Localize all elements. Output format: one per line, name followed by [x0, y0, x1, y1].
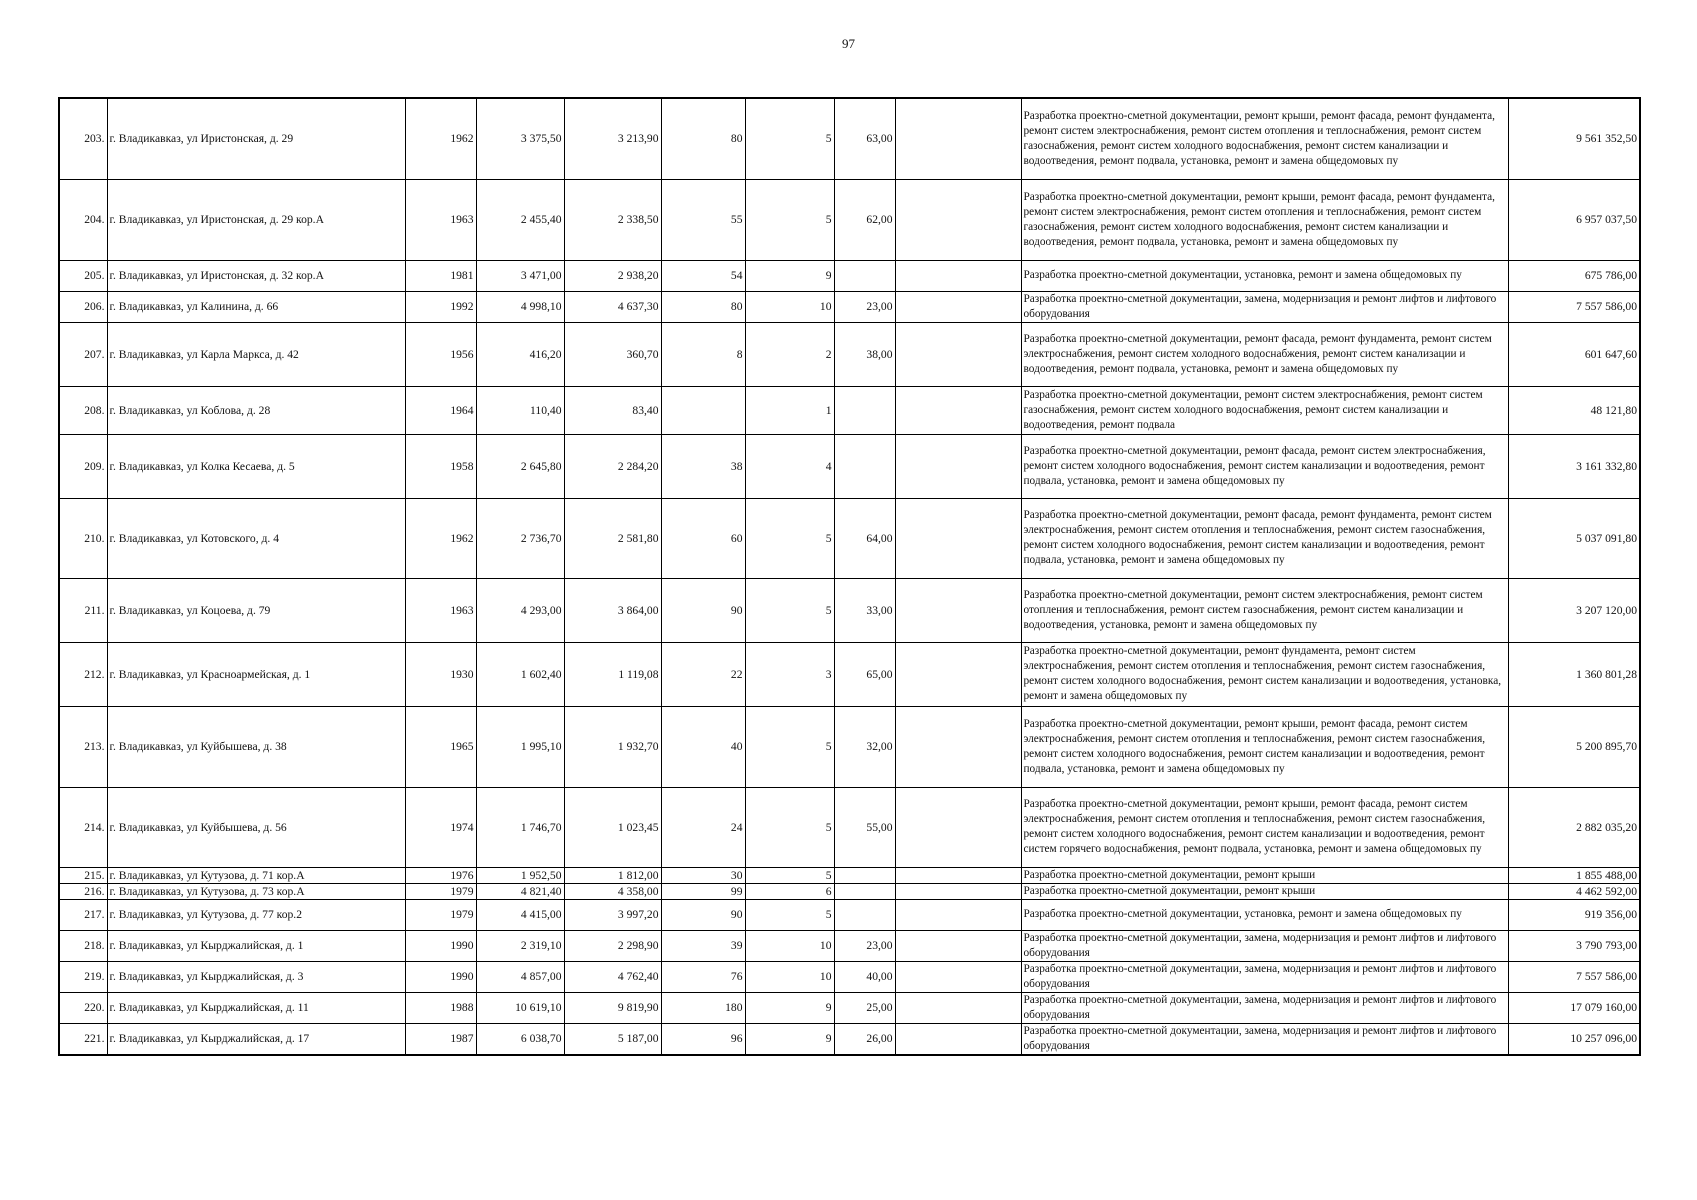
table-row [59, 883, 1640, 899]
repair-program-table [58, 97, 1641, 1056]
row-area-total: 1 995,10 [476, 706, 564, 787]
row-floors: 9 [745, 260, 834, 291]
row-residents [661, 386, 745, 434]
row-area-living: 5 187,00 [564, 1023, 661, 1055]
row-year: 1930 [405, 642, 476, 706]
row-area-total: 2 319,10 [476, 930, 564, 961]
row-cost: 1 855 488,00 [1508, 867, 1640, 883]
row-floors: 1 [745, 386, 834, 434]
row-address: г. Владикавказ, ул Куйбышева, д. 56 [107, 787, 405, 867]
row-cost: 17 079 160,00 [1508, 992, 1640, 1023]
row-number: 219. [59, 961, 107, 992]
row-empty-col [895, 883, 1021, 899]
row-number: 215. [59, 867, 107, 883]
row-cost: 9 561 352,50 [1508, 98, 1640, 179]
row-works: Разработка проектно-сметной документации, ремонт фундамента, ремонт систем электроснабжения, ремонт систем отопления и теплоснабжения, ремонт систем газоснабжения, ремонт систем холодного водоснабжения, ремонт систем канализации и водоотведения, установка, ремонт и замена общедомовых пу [1021, 642, 1508, 706]
row-cost: 6 957 037,50 [1508, 179, 1640, 260]
row-empty-col [895, 578, 1021, 642]
row-residents: 39 [661, 930, 745, 961]
row-empty-col [895, 434, 1021, 498]
row-year: 1990 [405, 930, 476, 961]
row-works: Разработка проектно-сметной документации, ремонт фасада, ремонт систем электроснабжения, ремонт систем холодного водоснабжения, ремонт систем канализации и водоотведения, ремонт подвала, установка, ремонт и замена общедомовых пу [1021, 434, 1508, 498]
row-number: 207. [59, 322, 107, 386]
row-empty-col [895, 992, 1021, 1023]
row-address: г. Владикавказ, ул Иристонская, д. 29 [107, 98, 405, 179]
row-cost: 4 462 592,00 [1508, 883, 1640, 899]
row-year: 1962 [405, 498, 476, 578]
row-number: 205. [59, 260, 107, 291]
row-area-total: 416,20 [476, 322, 564, 386]
row-works: Разработка проектно-сметной документации, ремонт фасада, ремонт фундамента, ремонт систем электроснабжения, ремонт систем холодного водоснабжения, ремонт систем канализации и водоотведения, ремонт подвала, установка, ремонт и замена общедомовых пу [1021, 322, 1508, 386]
row-empty-col [895, 930, 1021, 961]
row-residents: 38 [661, 434, 745, 498]
row-address: г. Владикавказ, ул Иристонская, д. 32 кор.А [107, 260, 405, 291]
row-residents: 54 [661, 260, 745, 291]
row-number: 217. [59, 899, 107, 930]
row-year: 1987 [405, 1023, 476, 1055]
table-body [59, 98, 1640, 1055]
row-area-living: 2 338,50 [564, 179, 661, 260]
row-number: 213. [59, 706, 107, 787]
row-year: 1963 [405, 578, 476, 642]
page-number: 97 [842, 36, 855, 51]
row-works: Разработка проектно-сметной документации, замена, модернизация и ремонт лифтов и лифтового оборудования [1021, 930, 1508, 961]
row-area-living: 1 932,70 [564, 706, 661, 787]
row-area-living: 1 812,00 [564, 867, 661, 883]
row-residents: 80 [661, 98, 745, 179]
row-year: 1958 [405, 434, 476, 498]
row-wear: 38,00 [834, 322, 895, 386]
row-works: Разработка проектно-сметной документации, установка, ремонт и замена общедомовых пу [1021, 899, 1508, 930]
row-area-total: 10 619,10 [476, 992, 564, 1023]
row-wear [834, 386, 895, 434]
row-area-total: 1 952,50 [476, 867, 564, 883]
row-residents: 99 [661, 883, 745, 899]
row-cost: 48 121,80 [1508, 386, 1640, 434]
row-wear [834, 260, 895, 291]
row-empty-col [895, 867, 1021, 883]
row-cost: 3 790 793,00 [1508, 930, 1640, 961]
row-floors: 5 [745, 899, 834, 930]
row-floors: 5 [745, 98, 834, 179]
row-area-total: 2 645,80 [476, 434, 564, 498]
row-empty-col [895, 322, 1021, 386]
row-area-living: 2 298,90 [564, 930, 661, 961]
row-number: 211. [59, 578, 107, 642]
table-row [59, 578, 1640, 642]
row-floors: 3 [745, 642, 834, 706]
table-row [59, 386, 1640, 434]
row-wear: 63,00 [834, 98, 895, 179]
row-address: г. Владикавказ, ул Кырджалийская, д. 17 [107, 1023, 405, 1055]
row-floors: 10 [745, 930, 834, 961]
row-residents: 76 [661, 961, 745, 992]
row-works: Разработка проектно-сметной документации, ремонт крыши, ремонт фасада, ремонт систем электроснабжения, ремонт систем отопления и теплоснабжения, ремонт систем газоснабжения, ремонт систем холодного водоснабжения, ремонт систем канализации и водоотведения, ремонт систем горячего водоснабжения, ремонт подвала, установка, ремонт и замена общедомовых пу [1021, 787, 1508, 867]
row-number: 203. [59, 98, 107, 179]
row-year: 1990 [405, 961, 476, 992]
row-area-total: 1 746,70 [476, 787, 564, 867]
table-row [59, 930, 1640, 961]
table-row [59, 961, 1640, 992]
row-residents: 180 [661, 992, 745, 1023]
row-number: 210. [59, 498, 107, 578]
row-works: Разработка проектно-сметной документации, ремонт крыши, ремонт фасада, ремонт фундамента, ремонт систем электроснабжения, ремонт систем отопления и теплоснабжения, ремонт систем газоснабжения, ремонт систем холодного водоснабжения, ремонт систем канализации и водоотведения, ремонт подвала, установка, ремонт и замена общедомовых пу [1021, 179, 1508, 260]
row-area-total: 2 455,40 [476, 179, 564, 260]
row-year: 1976 [405, 867, 476, 883]
row-wear: 65,00 [834, 642, 895, 706]
row-area-living: 1 023,45 [564, 787, 661, 867]
row-residents: 96 [661, 1023, 745, 1055]
row-wear: 32,00 [834, 706, 895, 787]
row-year: 1992 [405, 291, 476, 322]
row-area-living: 4 358,00 [564, 883, 661, 899]
row-cost: 5 037 091,80 [1508, 498, 1640, 578]
row-floors: 5 [745, 706, 834, 787]
row-number: 218. [59, 930, 107, 961]
row-residents: 8 [661, 322, 745, 386]
row-cost: 601 647,60 [1508, 322, 1640, 386]
row-area-total: 4 857,00 [476, 961, 564, 992]
row-residents: 60 [661, 498, 745, 578]
row-empty-col [895, 179, 1021, 260]
row-works: Разработка проектно-сметной документации, замена, модернизация и ремонт лифтов и лифтового оборудования [1021, 291, 1508, 322]
row-area-living: 83,40 [564, 386, 661, 434]
row-area-total: 4 415,00 [476, 899, 564, 930]
row-works: Разработка проектно-сметной документации, ремонт крыши, ремонт фасада, ремонт фундамента, ремонт систем электроснабжения, ремонт систем отопления и теплоснабжения, ремонт систем газоснабжения, ремонт систем холодного водоснабжения, ремонт систем канализации и водоотведения, ремонт подвала, установка, ремонт и замена общедомовых пу [1021, 98, 1508, 179]
row-wear: 26,00 [834, 1023, 895, 1055]
row-empty-col [895, 787, 1021, 867]
row-works: Разработка проектно-сметной документации, ремонт систем электроснабжения, ремонт систем газоснабжения, ремонт систем холодного водоснабжения, ремонт систем канализации и водоотведения, ремонт подвала [1021, 386, 1508, 434]
row-residents: 80 [661, 291, 745, 322]
row-cost: 1 360 801,28 [1508, 642, 1640, 706]
row-area-total: 3 471,00 [476, 260, 564, 291]
row-number: 206. [59, 291, 107, 322]
row-empty-col [895, 706, 1021, 787]
row-number: 204. [59, 179, 107, 260]
row-cost: 5 200 895,70 [1508, 706, 1640, 787]
row-works: Разработка проектно-сметной документации, установка, ремонт и замена общедомовых пу [1021, 260, 1508, 291]
row-address: г. Владикавказ, ул Коблова, д. 28 [107, 386, 405, 434]
row-works: Разработка проектно-сметной документации, замена, модернизация и ремонт лифтов и лифтового оборудования [1021, 961, 1508, 992]
row-empty-col [895, 498, 1021, 578]
row-wear: 55,00 [834, 787, 895, 867]
row-empty-col [895, 260, 1021, 291]
row-floors: 9 [745, 992, 834, 1023]
row-empty-col [895, 291, 1021, 322]
row-area-living: 2 581,80 [564, 498, 661, 578]
row-area-living: 360,70 [564, 322, 661, 386]
row-cost: 675 786,00 [1508, 260, 1640, 291]
row-works: Разработка проектно-сметной документации, ремонт крыши, ремонт фасада, ремонт систем электроснабжения, ремонт систем отопления и теплоснабжения, ремонт систем газоснабжения, ремонт систем холодного водоснабжения, ремонт систем канализации и водоотведения, ремонт подвала, установка, ремонт и замена общедомовых пу [1021, 706, 1508, 787]
row-year: 1988 [405, 992, 476, 1023]
table-row [59, 787, 1640, 867]
row-cost: 10 257 096,00 [1508, 1023, 1640, 1055]
row-year: 1979 [405, 883, 476, 899]
row-area-total: 6 038,70 [476, 1023, 564, 1055]
row-area-living: 3 864,00 [564, 578, 661, 642]
row-number: 214. [59, 787, 107, 867]
row-area-total: 4 998,10 [476, 291, 564, 322]
row-area-total: 1 602,40 [476, 642, 564, 706]
row-floors: 10 [745, 961, 834, 992]
row-number: 209. [59, 434, 107, 498]
row-cost: 2 882 035,20 [1508, 787, 1640, 867]
table-row [59, 498, 1640, 578]
row-area-total: 3 375,50 [476, 98, 564, 179]
row-number: 220. [59, 992, 107, 1023]
row-floors: 5 [745, 787, 834, 867]
row-number: 212. [59, 642, 107, 706]
row-area-living: 1 119,08 [564, 642, 661, 706]
row-address: г. Владикавказ, ул Калинина, д. 66 [107, 291, 405, 322]
row-cost: 919 356,00 [1508, 899, 1640, 930]
row-floors: 4 [745, 434, 834, 498]
row-floors: 10 [745, 291, 834, 322]
row-floors: 2 [745, 322, 834, 386]
row-number: 221. [59, 1023, 107, 1055]
row-wear [834, 434, 895, 498]
row-floors: 5 [745, 867, 834, 883]
row-works: Разработка проектно-сметной документации, ремонт фасада, ремонт фундамента, ремонт систем электроснабжения, ремонт систем отопления и теплоснабжения, ремонт систем газоснабжения, ремонт систем холодного водоснабжения, ремонт систем канализации и водоотведения, ремонт подвала, установка, ремонт и замена общедомовых пу [1021, 498, 1508, 578]
table-row [59, 1023, 1640, 1055]
row-empty-col [895, 98, 1021, 179]
row-cost: 7 557 586,00 [1508, 961, 1640, 992]
table-row [59, 434, 1640, 498]
row-wear [834, 867, 895, 883]
row-area-living: 3 997,20 [564, 899, 661, 930]
table-row [59, 867, 1640, 883]
row-wear [834, 883, 895, 899]
row-address: г. Владикавказ, ул Иристонская, д. 29 кор.А [107, 179, 405, 260]
row-empty-col [895, 1023, 1021, 1055]
row-residents: 40 [661, 706, 745, 787]
row-works: Разработка проектно-сметной документации, замена, модернизация и ремонт лифтов и лифтового оборудования [1021, 1023, 1508, 1055]
row-floors: 9 [745, 1023, 834, 1055]
row-residents: 24 [661, 787, 745, 867]
row-floors: 5 [745, 498, 834, 578]
table-row [59, 291, 1640, 322]
row-cost: 3 161 332,80 [1508, 434, 1640, 498]
table-row [59, 322, 1640, 386]
row-area-total: 4 821,40 [476, 883, 564, 899]
row-residents: 90 [661, 899, 745, 930]
row-year: 1962 [405, 98, 476, 179]
row-wear: 23,00 [834, 291, 895, 322]
row-number: 208. [59, 386, 107, 434]
row-cost: 3 207 120,00 [1508, 578, 1640, 642]
row-area-living: 2 284,20 [564, 434, 661, 498]
row-wear [834, 899, 895, 930]
table-row [59, 992, 1640, 1023]
row-address: г. Владикавказ, ул Кутузова, д. 71 кор.А [107, 867, 405, 883]
row-wear: 33,00 [834, 578, 895, 642]
row-residents: 22 [661, 642, 745, 706]
row-residents: 90 [661, 578, 745, 642]
row-works: Разработка проектно-сметной документации, ремонт крыши [1021, 883, 1508, 899]
row-area-living: 2 938,20 [564, 260, 661, 291]
row-floors: 5 [745, 179, 834, 260]
row-address: г. Владикавказ, ул Кырджалийская, д. 11 [107, 992, 405, 1023]
row-residents: 55 [661, 179, 745, 260]
row-year: 1956 [405, 322, 476, 386]
row-works: Разработка проектно-сметной документации, замена, модернизация и ремонт лифтов и лифтового оборудования [1021, 992, 1508, 1023]
row-cost: 7 557 586,00 [1508, 291, 1640, 322]
row-area-living: 3 213,90 [564, 98, 661, 179]
row-address: г. Владикавказ, ул Кутузова, д. 77 кор.2 [107, 899, 405, 930]
row-area-total: 110,40 [476, 386, 564, 434]
row-wear: 23,00 [834, 930, 895, 961]
table-row [59, 899, 1640, 930]
row-address: г. Владикавказ, ул Красноармейская, д. 1 [107, 642, 405, 706]
table-row [59, 98, 1640, 179]
row-year: 1974 [405, 787, 476, 867]
row-empty-col [895, 961, 1021, 992]
table-row [59, 260, 1640, 291]
row-wear: 64,00 [834, 498, 895, 578]
row-address: г. Владикавказ, ул Коцоева, д. 79 [107, 578, 405, 642]
table-row [59, 642, 1640, 706]
table-row [59, 179, 1640, 260]
row-floors: 5 [745, 578, 834, 642]
row-number: 216. [59, 883, 107, 899]
row-year: 1979 [405, 899, 476, 930]
row-area-total: 4 293,00 [476, 578, 564, 642]
row-address: г. Владикавказ, ул Кырджалийская, д. 3 [107, 961, 405, 992]
row-year: 1964 [405, 386, 476, 434]
row-address: г. Владикавказ, ул Куйбышева, д. 38 [107, 706, 405, 787]
row-residents: 30 [661, 867, 745, 883]
row-empty-col [895, 899, 1021, 930]
row-year: 1963 [405, 179, 476, 260]
row-works: Разработка проектно-сметной документации, ремонт крыши [1021, 867, 1508, 883]
row-wear: 40,00 [834, 961, 895, 992]
row-area-living: 9 819,90 [564, 992, 661, 1023]
row-area-living: 4 637,30 [564, 291, 661, 322]
row-year: 1965 [405, 706, 476, 787]
row-empty-col [895, 386, 1021, 434]
row-floors: 6 [745, 883, 834, 899]
row-address: г. Владикавказ, ул Колка Кесаева, д. 5 [107, 434, 405, 498]
row-empty-col [895, 642, 1021, 706]
row-area-total: 2 736,70 [476, 498, 564, 578]
row-address: г. Владикавказ, ул Кутузова, д. 73 кор.А [107, 883, 405, 899]
row-year: 1981 [405, 260, 476, 291]
row-address: г. Владикавказ, ул Карла Маркса, д. 42 [107, 322, 405, 386]
row-address: г. Владикавказ, ул Котовского, д. 4 [107, 498, 405, 578]
row-wear: 25,00 [834, 992, 895, 1023]
row-wear: 62,00 [834, 179, 895, 260]
row-address: г. Владикавказ, ул Кырджалийская, д. 1 [107, 930, 405, 961]
table-row [59, 706, 1640, 787]
row-area-living: 4 762,40 [564, 961, 661, 992]
row-works: Разработка проектно-сметной документации, ремонт систем электроснабжения, ремонт систем отопления и теплоснабжения, ремонт систем газоснабжения, ремонт систем канализации и водоотведения, установка, ремонт и замена общедомовых пу [1021, 578, 1508, 642]
